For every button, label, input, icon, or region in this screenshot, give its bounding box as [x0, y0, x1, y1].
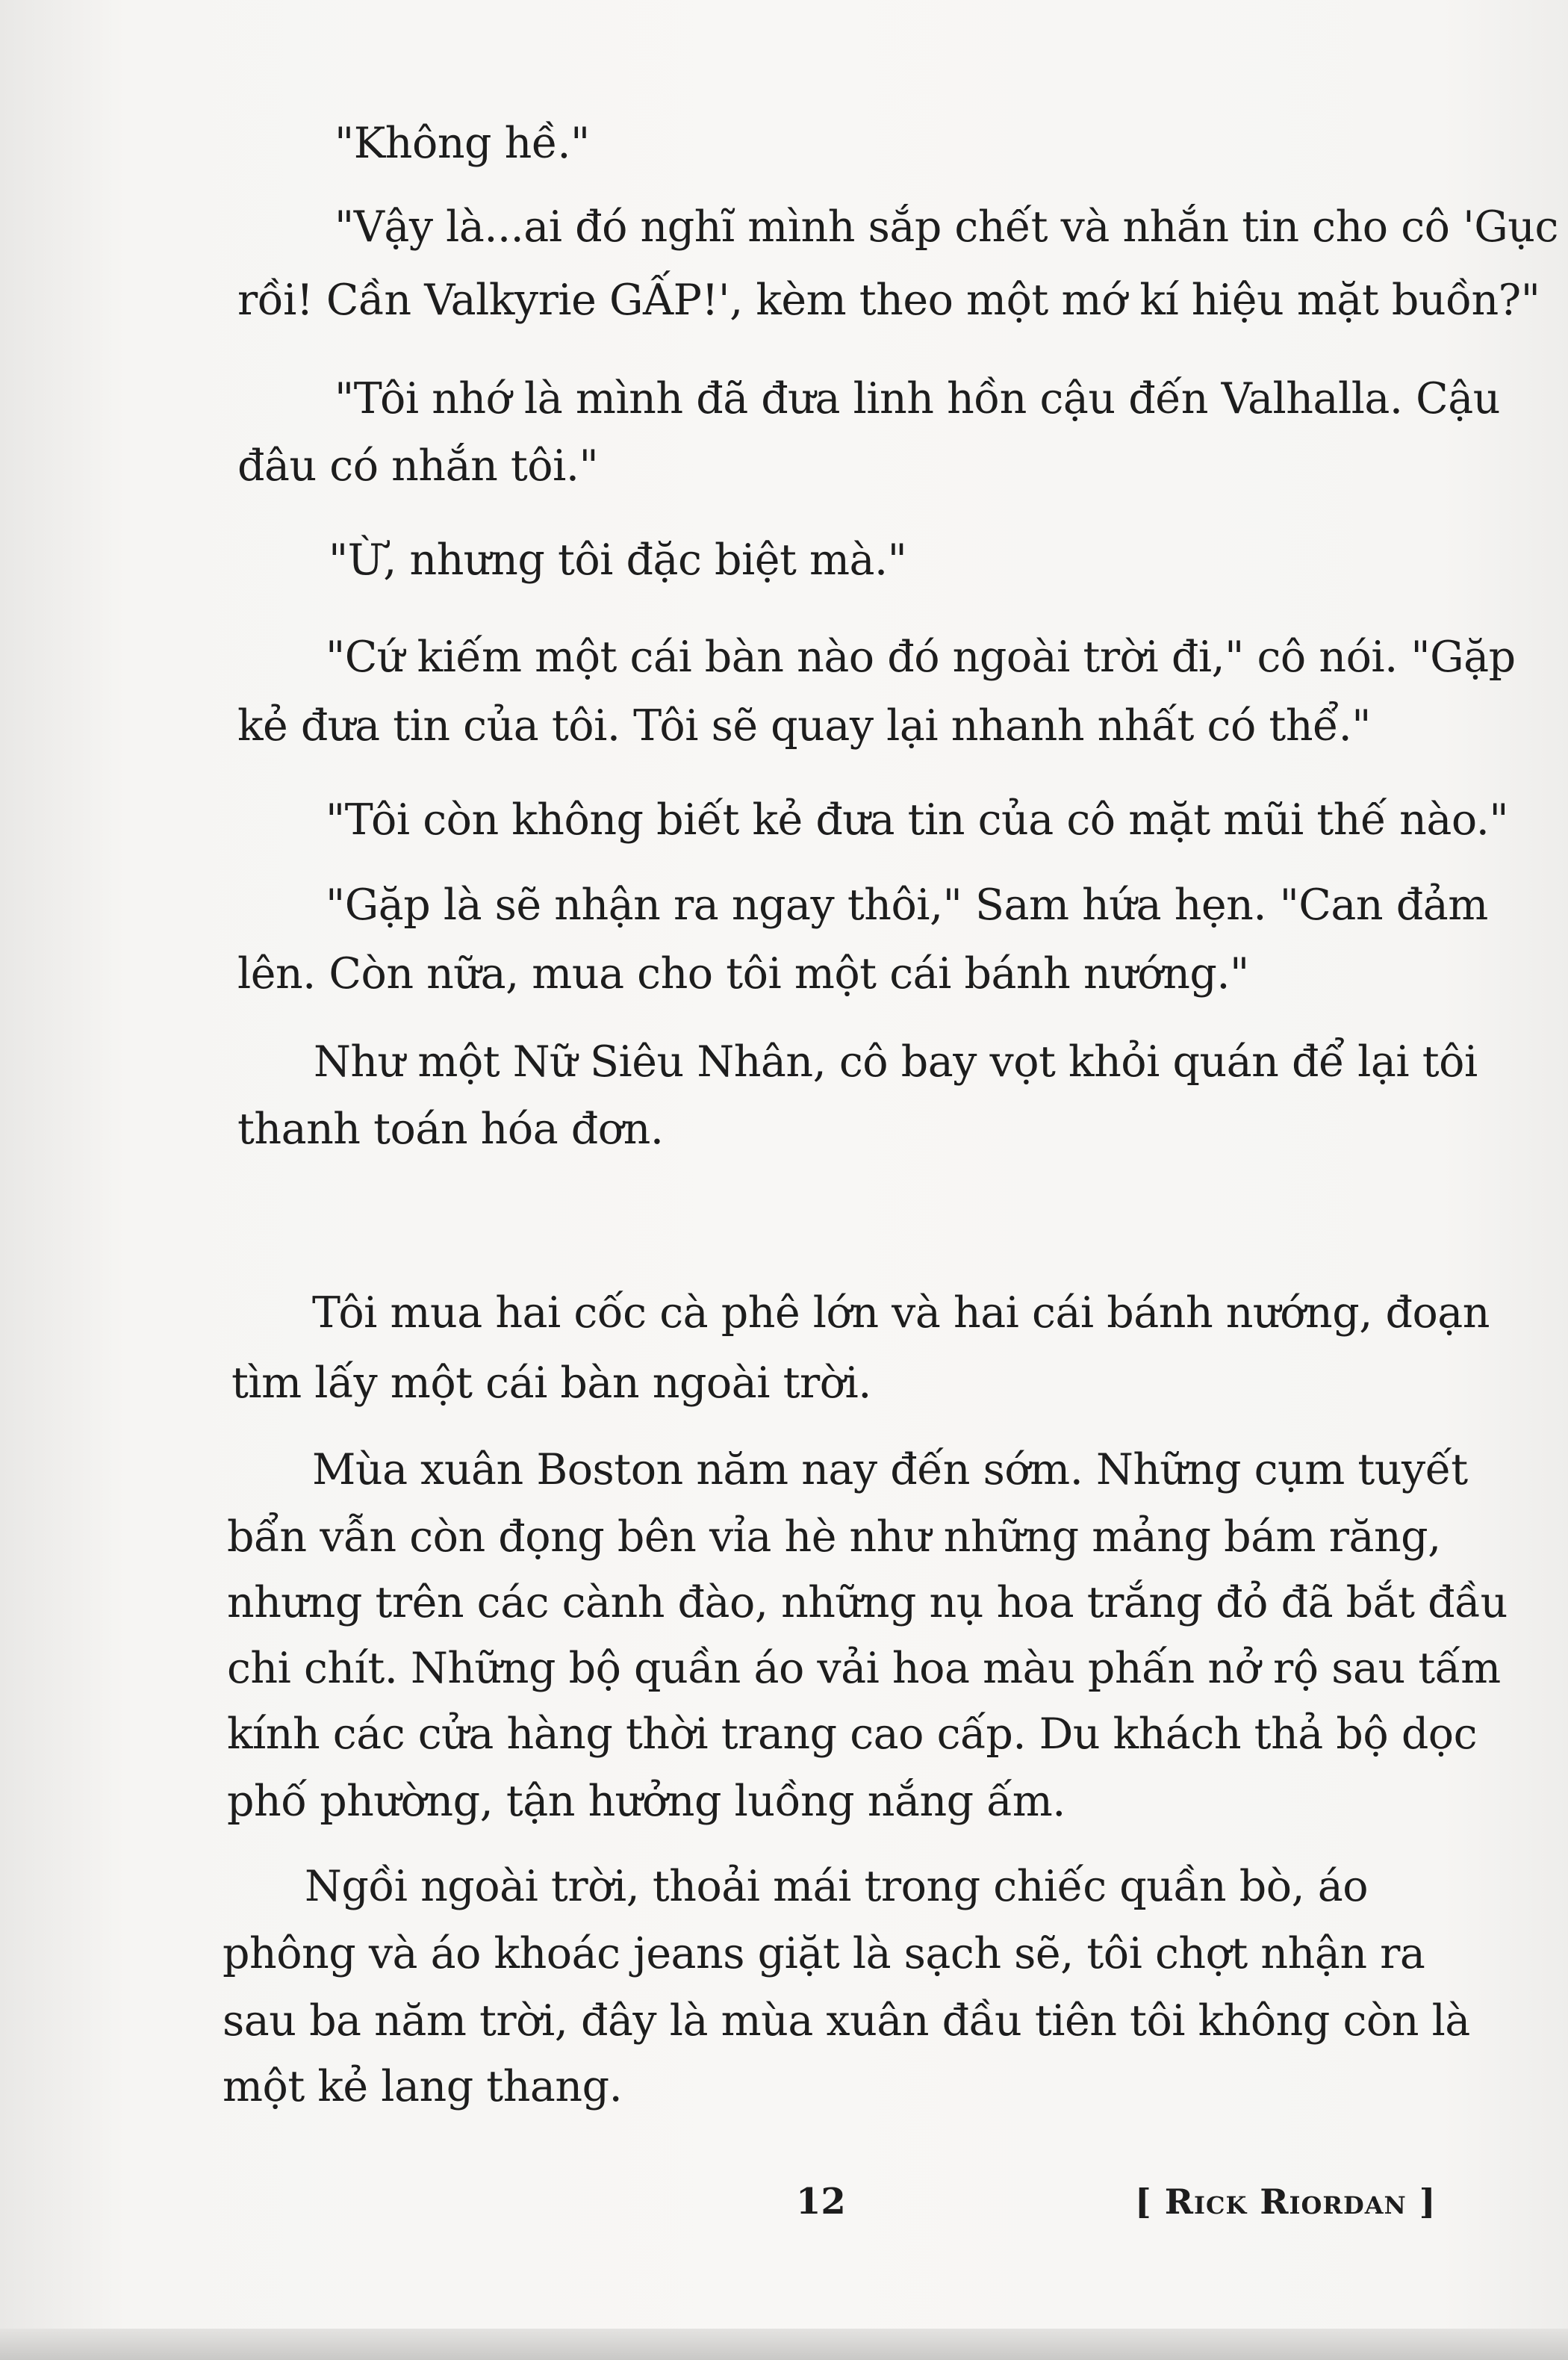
paragraph-line: chi chít. Những bộ quần áo vải hoa màu phấn nở rộ sau tấm: [227, 1644, 1501, 1693]
paragraph-line: lên. Còn nữa, mua cho tôi một cái bánh nướng.": [237, 949, 1249, 999]
paragraph-line: thanh toán hóa đơn.: [237, 1105, 664, 1154]
paragraph-line: kẻ đưa tin của tôi. Tôi sẽ quay lại nhanh nhất có thể.": [237, 701, 1371, 751]
paragraph-line: bẩn vẫn còn đọng bên vỉa hè như những mảng bám răng,: [227, 1512, 1441, 1562]
paragraph-line: Như một Nữ Siêu Nhân, cô bay vọt khỏi quán để lại tôi: [314, 1037, 1478, 1087]
page-bottom-edge: [0, 2329, 1568, 2360]
paragraph-line: "Tôi còn không biết kẻ đưa tin của cô mặt mũi thế nào.": [326, 795, 1509, 845]
paragraph-line: Mùa xuân Boston năm nay đến sớm. Những cụm tuyết: [312, 1445, 1468, 1494]
paragraph-line: sau ba năm trời, đây là mùa xuân đầu tiên tôi không còn là: [223, 1996, 1470, 2046]
page-number: 12: [796, 2181, 846, 2223]
paragraph-line: Tôi mua hai cốc cà phê lớn và hai cái bánh nướng, đoạn: [312, 1288, 1490, 1338]
paragraph-line: một kẻ lang thang.: [223, 2062, 623, 2111]
paragraph-line: nhưng trên các cành đào, những nụ hoa trắng đỏ đã bắt đầu: [227, 1578, 1508, 1627]
paragraph-line: phông và áo khoác jeans giặt là sạch sẽ, tôi chợt nhận ra: [223, 1929, 1425, 1978]
paragraph-line: "Vậy là...ai đó nghĩ mình sắp chết và nhắn tin cho cô 'Gục: [335, 202, 1558, 252]
paragraph-line: Ngồi ngoài trời, thoải mái trong chiếc quần bò, áo: [305, 1862, 1369, 1911]
paragraph-line: "Ừ, nhưng tôi đặc biệt mà.": [329, 535, 907, 585]
paragraph-line: rồi! Cần Valkyrie GẤP!', kèm theo một mớ kí hiệu mặt buồn?": [237, 276, 1540, 325]
paragraph-line: "Gặp là sẽ nhận ra ngay thôi," Sam hứa hẹn. "Can đảm: [326, 881, 1488, 930]
paragraph-line: kính các cửa hàng thời trang cao cấp. Du khách thả bộ dọc: [227, 1710, 1478, 1759]
paragraph-line: "Không hề.": [335, 119, 590, 168]
paragraph-line: "Tôi nhớ là mình đã đưa linh hồn cậu đến Valhalla. Cậu: [335, 374, 1500, 423]
paragraph-line: phố phường, tận hưởng luồng nắng ấm.: [227, 1777, 1065, 1826]
paragraph-line: "Cứ kiếm một cái bàn nào đó ngoài trời đi," cô nói. "Gặp: [326, 633, 1516, 682]
paragraph-line: đâu có nhắn tôi.": [237, 441, 599, 491]
running-footer-author: [ Rick Riordan ]: [1135, 2182, 1437, 2222]
paragraph-line: tìm lấy một cái bàn ngoài trời.: [231, 1358, 871, 1408]
section-break: [239, 1180, 1284, 1247]
